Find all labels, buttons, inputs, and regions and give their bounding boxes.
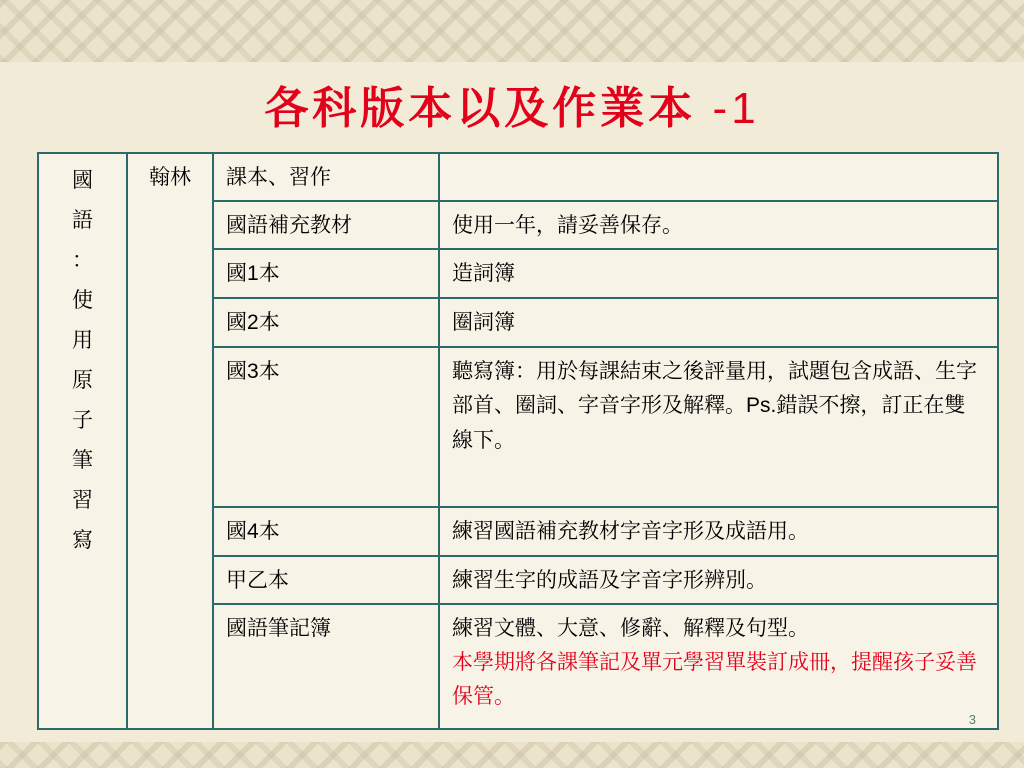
item-number: 3 <box>247 360 259 383</box>
subject-char: ： <box>72 248 93 272</box>
subject-char: 寫 <box>72 528 93 552</box>
subject-char: 習 <box>72 488 93 512</box>
note-cell: 練習生字的成語及字音字形辨別。 <box>439 556 998 604</box>
item-part: 本 <box>258 519 280 543</box>
publisher-cell: 翰林 <box>127 153 213 729</box>
slide-title <box>0 72 1024 136</box>
item-cell <box>213 347 439 507</box>
subject-char: 原 <box>72 368 93 392</box>
subject-vertical-text <box>72 160 93 560</box>
item-part: 本 <box>258 310 280 334</box>
item-number: 1 <box>247 262 259 285</box>
item-cell: 國語補充教材 <box>213 201 439 249</box>
item-number: 4 <box>247 520 259 543</box>
item-part: 國 <box>226 261 247 285</box>
note-cell <box>439 604 998 729</box>
note-cell: 使用一年，請妥善保存。 <box>439 201 998 249</box>
subject-char: 用 <box>72 328 93 352</box>
note-text: 聽寫簿：用於每課結束之後評量用，試題包含成語、生字部首、圈詞、字音字形及解釋。 <box>452 359 977 417</box>
item-cell <box>213 249 439 298</box>
item-cell <box>213 507 439 556</box>
note-cell: 圈詞簿 <box>439 298 998 347</box>
subject-char: 使 <box>72 288 93 312</box>
textbook-table <box>37 152 999 730</box>
item-part: 本 <box>258 261 280 285</box>
item-cell <box>213 298 439 347</box>
item-part: 國 <box>226 310 247 334</box>
page-number: 3 <box>968 712 976 727</box>
note-text: 錯誤不擦，訂正在雙線下。 <box>452 393 966 452</box>
note-cell <box>439 347 998 507</box>
item-part: 國 <box>226 359 247 383</box>
item-part: 本 <box>258 359 280 383</box>
note-cell: 造詞簿 <box>439 249 998 298</box>
item-number: 2 <box>247 311 259 334</box>
subject-cell <box>38 153 127 729</box>
subject-char: 子 <box>72 408 93 432</box>
note-cell: 練習國語補充教材字音字形及成語用。 <box>439 507 998 556</box>
table-row <box>38 153 998 201</box>
item-cell: 國語筆記簿 <box>213 604 439 729</box>
item-cell: 甲乙本 <box>213 556 439 604</box>
slide-title-suffix: -1 <box>696 84 760 133</box>
note-reminder: 本學期將各課筆記及單元學習單裝訂成冊，提醒孩子妥善保管。 <box>452 650 977 708</box>
note-cell <box>439 153 998 201</box>
subject-char: 筆 <box>72 448 93 472</box>
decorative-bottom-band <box>0 742 1024 768</box>
item-part: 國 <box>226 519 247 543</box>
item-cell: 課本、習作 <box>213 153 439 201</box>
note-text: 練習文體、大意、修辭、解釋及句型。 <box>452 616 809 640</box>
note-ps: Ps. <box>746 394 777 417</box>
subject-char: 國 <box>72 168 93 192</box>
slide-title-text: 各科版本以及作業本 <box>264 83 697 134</box>
decorative-top-band <box>0 0 1024 62</box>
subject-char: 語 <box>72 208 93 232</box>
